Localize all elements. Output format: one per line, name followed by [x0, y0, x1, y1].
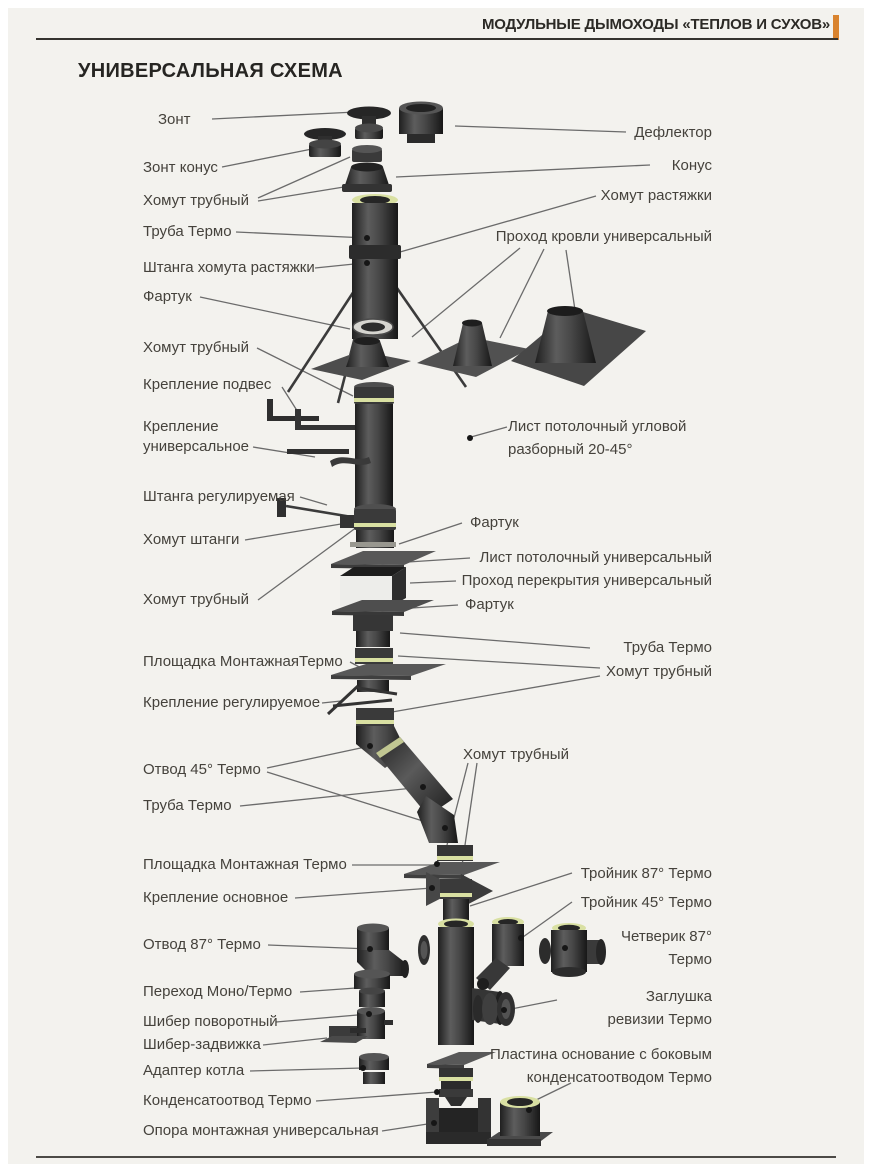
part-perehod: [354, 970, 390, 1008]
part-label: Переход Моно/Термо: [143, 983, 293, 1000]
part-label: Зонт: [158, 111, 191, 128]
part-label: Штанга хомута растяжки: [143, 259, 315, 276]
part-label: Четверик 87° Термо: [621, 928, 712, 968]
part-fourway-87: [539, 923, 606, 977]
part-label: Шибер-задвижка: [143, 1036, 261, 1053]
part-label: Лист потолочный угловой разборный 20-45°: [508, 418, 687, 458]
part-label: Труба Термо: [143, 223, 232, 240]
part-clamp-yellow-1: [354, 382, 394, 404]
part-label: Хомут трубный: [143, 192, 249, 209]
part-label: Конус: [671, 157, 712, 174]
part-label: Дефлектор: [634, 124, 712, 141]
part-clamp-yellow-4: [356, 708, 394, 726]
part-label: Крепление подвес: [143, 376, 272, 393]
part-label: Заглушка ревизии Термо: [607, 988, 712, 1028]
part-base-plate: [487, 1096, 553, 1146]
part-platform-3: [427, 1052, 496, 1069]
part-label: Тройник 45° Термо: [580, 894, 712, 911]
part-label: Хомут штанги: [143, 531, 240, 548]
part-konus: [342, 163, 392, 193]
footer-rule: [36, 1156, 836, 1158]
part-roof-passage-3: [511, 306, 646, 386]
part-label: Хомут трубный: [463, 746, 569, 763]
part-label: Труба Термо: [623, 639, 712, 656]
part-pipe-3: [350, 530, 396, 548]
part-clamp-small: [352, 145, 382, 162]
part-tee-45: [476, 917, 524, 990]
part-label: Площадка МонтажнаяТермо: [143, 653, 343, 670]
page-title: УНИВЕРСАЛЬНАЯ СХЕМА: [78, 60, 343, 82]
part-clamp-yellow-3: [355, 648, 393, 664]
part-label: Фартук: [465, 596, 514, 613]
part-pipe-diagonal: [376, 737, 453, 816]
part-label: Шибер поворотный: [143, 1013, 278, 1030]
part-deflector: [399, 102, 443, 144]
part-revision-plug: [473, 992, 515, 1026]
part-pipe-2: [355, 404, 393, 512]
part-clamp-guy: [349, 245, 401, 259]
part-clamp-yellow-6: [440, 879, 472, 899]
part-label: Хомут трубный: [143, 339, 249, 356]
part-clamp-yellow-5: [437, 845, 473, 861]
part-label: Проход перекрытия универсальный: [461, 572, 712, 589]
part-label: Штанга регулируемая: [143, 488, 295, 505]
part-damper-rotary: [357, 1007, 393, 1039]
part-label: Конденсатоотвод Термо: [143, 1092, 312, 1109]
part-label: Лист потолочный универсальный: [479, 549, 712, 566]
part-label: Фартук: [143, 288, 192, 305]
part-label: Крепление универсальное: [143, 418, 250, 455]
part-label: Отвод 45° Термо: [143, 761, 261, 778]
part-label: Крепление регулируемое: [143, 694, 321, 711]
part-label: Хомут трубный: [143, 591, 249, 608]
part-label: Площадка Монтажная Термо: [143, 856, 347, 873]
part-label: Отвод 87° Термо: [143, 936, 261, 953]
part-pipe-4: [353, 615, 393, 647]
part-label: Хомут растяжки: [600, 187, 712, 204]
part-elbow-87: [357, 924, 409, 979]
chimney-parts: [267, 102, 646, 1147]
part-label: Хомут трубный: [606, 663, 712, 680]
part-ceiling-sheet: [331, 551, 436, 569]
part-label: Проход кровли универсальный: [495, 228, 712, 245]
part-bracket-podves: [267, 399, 355, 430]
part-roof-passage-2: [417, 320, 529, 378]
part-label: Пластина основание с боковым конденсатоотводом Термо: [490, 1046, 712, 1086]
part-label: Опора монтажная универсальная: [143, 1122, 379, 1139]
part-zont-konus: [304, 128, 346, 157]
brand-header: МОДУЛЬНЫЕ ДЫМОХОДЫ «ТЕПЛОВ И СУХОВ»: [481, 16, 830, 33]
part-fartuk-ring: [353, 319, 393, 335]
part-label: Крепление основное: [143, 889, 289, 906]
part-label: Фартук: [470, 514, 519, 531]
part-label: Адаптер котла: [143, 1062, 245, 1079]
part-zont: [347, 107, 391, 140]
part-roof-passage-1: [311, 337, 411, 380]
part-pipe-1: [352, 194, 398, 339]
part-label: Зонт конус: [143, 159, 218, 176]
part-label: Труба Термо: [143, 797, 232, 814]
part-disc: [418, 935, 430, 965]
part-label: Тройник 87° Термо: [580, 865, 712, 882]
part-clamp-yellow-2: [354, 504, 396, 530]
part-platform-1: [331, 664, 446, 680]
part-condensate-drain: [439, 1068, 473, 1106]
